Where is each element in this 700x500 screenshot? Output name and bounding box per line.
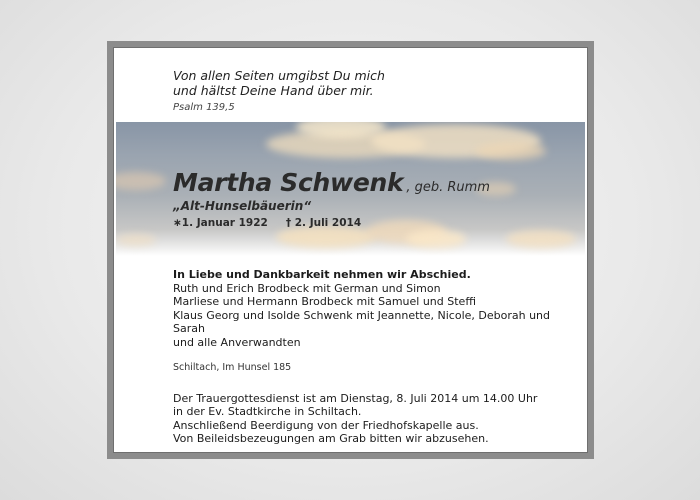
- birth-date: ∗1. Januar 1922: [173, 217, 268, 229]
- card-border: [113, 47, 588, 453]
- farm-nickname: „Alt-Hunselbäuerin“: [173, 199, 312, 213]
- life-dates: [173, 217, 490, 229]
- mourner-line: Ruth und Erich Brodbeck mit German und Simon: [173, 281, 441, 295]
- mourner-line: und alle Anverwandten: [173, 335, 301, 349]
- death-date: † 2. Juli 2014: [285, 217, 362, 229]
- obituary-notice: [116, 50, 585, 450]
- deceased-name: Martha Schwenk: [173, 168, 404, 197]
- name-block: [173, 168, 490, 229]
- service-info: [173, 392, 573, 446]
- residence-address: Schiltach, Im Hunsel 185: [173, 362, 292, 373]
- verse-reference: Psalm 139,5: [173, 102, 235, 113]
- maiden-name: , geb. Rumm: [406, 180, 490, 195]
- mourner-line: Klaus Georg und Isolde Schwenk mit Jeannette, Nicole, Deborah und Sarah: [173, 308, 550, 335]
- card-frame: [107, 41, 594, 459]
- service-line: Von Beileidsbezeugungen am Grab bitten wir abzusehen.: [173, 432, 489, 445]
- service-line: Anschließend Beerdigung von der Friedhofskapelle aus.: [173, 418, 479, 432]
- service-line: Der Trauergottesdienst ist am Dienstag, 8. Juli 2014 um 14.00 Uhr: [173, 391, 538, 405]
- farewell-headline: In Liebe und Dankbarkeit nehmen wir Abschied.: [173, 268, 471, 281]
- notice-body: [173, 268, 573, 446]
- service-line: in der Ev. Stadtkirche in Schiltach.: [173, 405, 362, 418]
- verse-line-2: und hältst Deine Hand über mir.: [173, 83, 374, 98]
- bible-verse: [173, 68, 385, 115]
- verse-line-1: Von allen Seiten umgibst Du mich: [173, 68, 385, 83]
- mourner-line: Marliese und Hermann Brodbeck mit Samuel und Steffi: [173, 295, 476, 308]
